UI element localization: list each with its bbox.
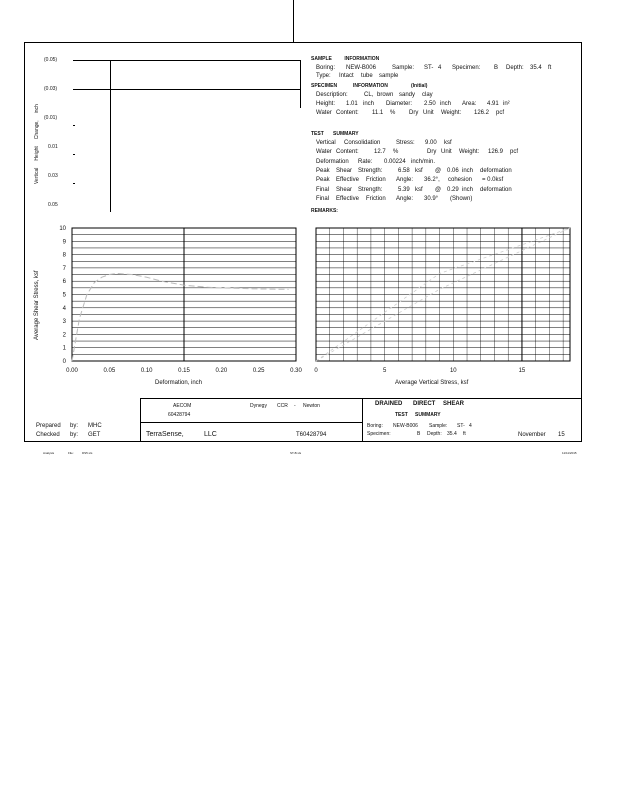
company-word: LLC	[204, 431, 217, 438]
final-word: inch	[462, 187, 474, 193]
x-tick-label: 0.00	[66, 368, 78, 374]
y-tick-label: 10	[59, 226, 66, 232]
shear-stress-deformation-chart	[59, 226, 302, 374]
sample-label: Sample:	[392, 65, 415, 71]
water-word: 126.2	[474, 110, 490, 116]
vertical-stress-xlabel: Average Vertical Stress, ksf	[395, 380, 469, 386]
ytick-label: (0.03)	[44, 86, 58, 92]
final-word: 0.29	[447, 187, 459, 193]
project-word: Dynegy	[250, 403, 267, 409]
ylabel-word: Height	[34, 146, 40, 161]
x-tick-label: 5	[382, 368, 387, 374]
footer	[0, 451, 618, 457]
height-word: 1.01	[346, 101, 358, 107]
depth-label: Depth:	[506, 65, 524, 71]
final-eff-word: Effective	[336, 196, 359, 202]
peak-word: deformation	[480, 168, 512, 174]
water-word: pcf	[496, 110, 505, 116]
final-eff-word: (Shown)	[450, 196, 473, 202]
y-tick-label: 9	[62, 239, 66, 246]
water-word: Unit	[423, 110, 434, 116]
tb-boring-value: NEW-B006	[393, 423, 418, 429]
deformation-xlabel: Deformation, inch	[155, 380, 203, 386]
water2-word: %	[393, 149, 399, 155]
prepared-by: by:	[70, 423, 79, 429]
ylabel-word: Change,	[34, 120, 40, 140]
height-word: 4.91	[487, 101, 499, 107]
header-word: TEST	[311, 131, 324, 137]
client-name: AECOM	[173, 403, 192, 409]
tb-depth-label: Depth:	[427, 431, 442, 437]
title-block-divider	[362, 398, 363, 442]
date-day: 15	[558, 432, 565, 438]
height-word: in²	[503, 101, 510, 107]
y-tick-label: 1	[62, 345, 66, 352]
x-tick-label: 0.25	[252, 368, 265, 374]
tb-depth-unit: ft	[463, 431, 466, 437]
peak-word: inch	[462, 168, 474, 174]
water-word: Water	[316, 110, 332, 116]
depth-value: 35.4	[530, 65, 542, 71]
header-word: (Initial)	[411, 83, 428, 89]
subtitle-word: TEST	[395, 412, 408, 418]
y-tick-label: 5	[62, 292, 66, 299]
shear-vs-vertical-stress-chart	[314, 228, 570, 374]
x-tick-label: 0.20	[215, 368, 228, 374]
checked-value: GET	[88, 432, 101, 438]
type-word: Type:	[316, 73, 331, 79]
peak-eff-word: Friction	[366, 177, 386, 183]
company-word: TerraSense,	[146, 431, 184, 438]
tb-sample-value-b: 4	[469, 423, 472, 429]
y-tick-label: 3	[62, 319, 66, 326]
consol-word: ksf	[444, 140, 452, 146]
height-word: inch	[363, 101, 375, 107]
header-word: SAMPLE	[311, 56, 332, 62]
y-tick-label: 6	[62, 279, 66, 286]
date-month: November	[518, 432, 546, 438]
ytick-label: 0.03	[48, 173, 58, 179]
header-word: SPECIMEN	[311, 83, 338, 89]
peak-word: Peak	[316, 168, 330, 174]
tb-specimen-value: B	[417, 431, 421, 437]
height-word: Area:	[462, 101, 477, 107]
water-word: Content:	[336, 110, 359, 116]
height-word: Diameter:	[386, 101, 413, 107]
ytick-label: 0.01	[48, 144, 58, 150]
x-tick-label: 0.05	[103, 368, 116, 374]
header-word: INFORMATION	[344, 56, 380, 62]
title-block-divider	[140, 398, 141, 442]
x-tick-label: 0	[314, 368, 318, 374]
peak-eff-word: 36.2°,	[424, 177, 440, 183]
desc-word: brown	[377, 92, 394, 98]
ylabel-word: inch	[34, 104, 40, 114]
peak-word: ksf	[415, 168, 423, 174]
consol-word: Stress:	[396, 140, 415, 146]
x-tick-label: 0.10	[140, 368, 153, 374]
footer-file-name: DS5.xls	[82, 451, 93, 455]
final-eff-word: Friction	[366, 196, 386, 202]
remarks-label: REMARKS:	[311, 208, 338, 214]
header-word: INFORMATION	[353, 83, 388, 89]
ytick-label: (0.01)	[44, 115, 58, 121]
y-tick-label: 0	[62, 359, 66, 365]
checked-by: by:	[70, 432, 79, 438]
peak-word: Strength:	[358, 168, 383, 174]
subtitle-word: SUMMARY	[415, 412, 441, 418]
type-word: tube	[361, 73, 373, 79]
rate-word: Rate:	[358, 159, 373, 165]
final-word: deformation	[480, 187, 512, 193]
job-number: T60428794	[296, 432, 327, 438]
boring-value: NEW-B006	[346, 65, 376, 71]
tb-specimen-label: Specimen:	[367, 431, 391, 437]
water-word: Weight:	[441, 110, 462, 116]
water-word: Dry	[409, 110, 419, 116]
desc-word: Description:	[316, 92, 348, 98]
y-tick-label: 8	[62, 252, 66, 259]
peak-word: 0.06	[447, 168, 459, 174]
checked-label: Checked	[36, 432, 60, 438]
rate-word: 0.00224	[384, 159, 406, 165]
water-word: 11.1	[372, 110, 384, 116]
title-word: SHEAR	[443, 401, 465, 407]
ylabel-word: Vertical	[34, 167, 40, 184]
prepared-value: MHC	[88, 423, 102, 429]
footer-file-label: File:	[68, 451, 74, 455]
height-word: inch	[440, 101, 452, 107]
peak-eff-word: Effective	[336, 177, 359, 183]
water2-word: Weight:	[459, 149, 480, 155]
sample-value-b: 4	[438, 65, 442, 71]
height-word: 2.50	[424, 101, 436, 107]
project-word: Newton	[303, 403, 320, 409]
water2-word: Unit	[441, 149, 452, 155]
peak-word: 6.58	[398, 168, 410, 174]
final-word: Strength:	[358, 187, 383, 193]
project-number: 60428794	[168, 412, 191, 418]
boring-label: Boring:	[316, 65, 336, 71]
tb-depth-value: 35.4	[447, 431, 457, 437]
ytick-label: (0.05)	[44, 57, 58, 63]
peak-eff-word: cohesion	[448, 177, 473, 183]
peak-eff-word: Peak	[316, 177, 330, 183]
desc-word: sandy	[399, 92, 416, 98]
y-tick-label: 7	[62, 265, 66, 272]
prepared-label: Prepared	[36, 423, 61, 429]
final-eff-word: Angle:	[396, 196, 414, 202]
final-word: Shear	[336, 187, 353, 193]
water2-word: 126.9	[488, 149, 504, 155]
project-word: -	[294, 403, 296, 409]
ytick-label: 0.05	[48, 202, 58, 208]
footer-date: 11/11/2015	[562, 451, 577, 455]
peak-word: Shear	[336, 168, 353, 174]
final-eff-word: Final	[316, 196, 330, 202]
x-tick-label: 0.15	[178, 368, 190, 374]
y-tick-label: 2	[62, 332, 66, 339]
water2-word: Content:	[336, 149, 359, 155]
sample-value-a: ST-	[424, 65, 434, 71]
tb-sample-label: Sample:	[429, 423, 448, 429]
water2-word: 12.7	[374, 149, 386, 155]
final-word: Final	[316, 187, 330, 193]
final-word: 5.39	[398, 187, 410, 193]
water2-word: pcf	[510, 149, 519, 155]
specimen-label: Specimen:	[452, 65, 481, 71]
title-word: DIRECT	[413, 401, 436, 407]
water2-word: Dry	[427, 149, 437, 155]
title-block-mid-rule	[140, 422, 362, 423]
tb-boring-label: Boring:	[367, 423, 383, 429]
desc-word: clay	[422, 92, 433, 98]
header-word: SUMMARY	[333, 131, 359, 137]
x-tick-label: 10	[449, 368, 457, 374]
final-eff-word: 30.9°	[424, 196, 439, 202]
title-word: DRAINED	[375, 401, 403, 407]
x-tick-label: 0.30	[290, 368, 302, 374]
consol-word: Consolidation	[344, 140, 381, 146]
project-word: CCR	[277, 403, 288, 409]
final-word: @	[435, 187, 442, 193]
y-tick-label: 4	[62, 305, 66, 312]
title-block-top-rule	[140, 398, 582, 399]
consol-word: Vertical	[316, 140, 336, 146]
peak-word: @	[435, 168, 442, 174]
consol-word: 9.00	[425, 140, 437, 146]
height-word: Height:	[316, 101, 336, 107]
final-word: ksf	[415, 187, 423, 193]
rate-word: inch/min.	[411, 159, 436, 165]
tb-sample-value-a: ST-	[457, 423, 465, 429]
x-tick-label: 15	[518, 368, 526, 374]
specimen-value: B	[494, 65, 499, 71]
peak-eff-word: = 0.0ksf	[482, 177, 504, 183]
type-word: sample	[379, 73, 399, 79]
water-word: %	[390, 110, 396, 116]
rate-word: Deformation	[316, 159, 349, 165]
shear-stress-ylabel	[34, 270, 41, 340]
peak-eff-word: Angle:	[396, 177, 414, 183]
ylabel-text: Average Shear Stress, ksf	[34, 270, 40, 340]
desc-word: CL,	[364, 92, 374, 98]
type-word: Intact	[339, 73, 354, 79]
footer-analysis: Analysis	[43, 451, 55, 455]
water2-word: Water	[316, 149, 332, 155]
footer-mid-file: ST-B.xls	[290, 451, 302, 455]
depth-unit: ft	[548, 65, 552, 71]
